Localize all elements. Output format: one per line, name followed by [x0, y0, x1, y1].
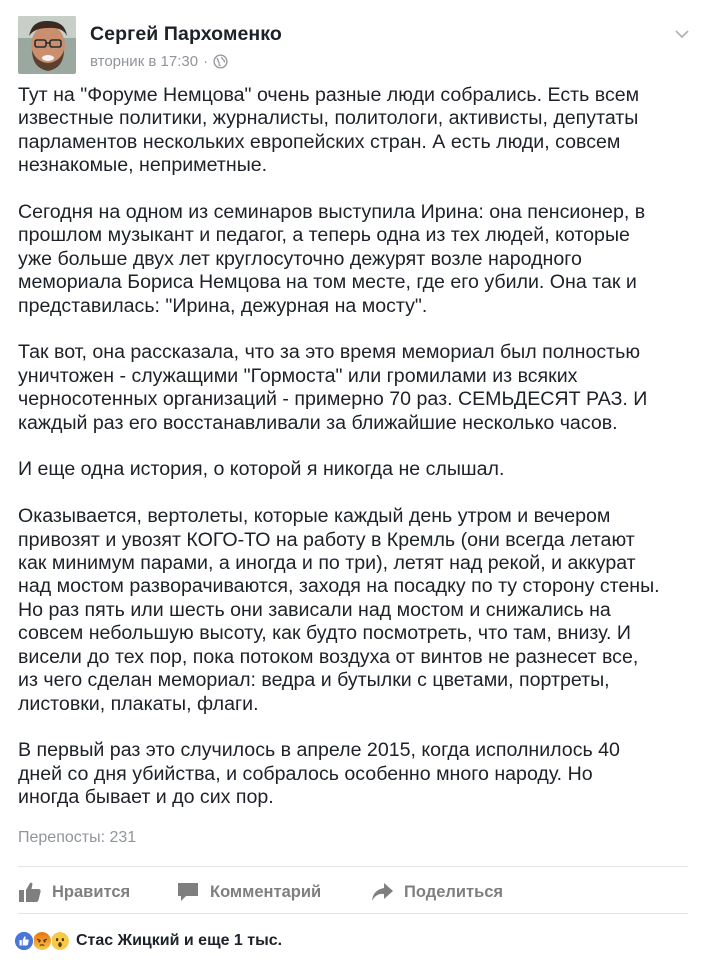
reaction-icons [14, 929, 76, 953]
thumbs-up-icon [18, 881, 42, 903]
avatar-photo [18, 16, 76, 74]
globe-icon[interactable] [213, 54, 228, 69]
author-avatar[interactable] [18, 16, 76, 74]
divider-bottom [18, 913, 688, 914]
comment-icon [176, 881, 200, 903]
post-meta [90, 53, 228, 70]
author-name[interactable]: Сергей Пархоменко [90, 23, 282, 45]
post-paragraph-4: И еще одна история, о которой я никогда не слышал. [18, 458, 505, 481]
chevron-down-icon[interactable] [674, 28, 690, 40]
post-paragraph-5: Оказывается, вертолеты, которые каждый день утром и вечером привозят и увозят КОГО-ТО на работу в Кремль (они всегда летают как минимум парами, а иногда и по три), летят над рекой, и аккурат над мостом разворачиваются, заходя на посадку по ту сторону стены. Но раз пять или шесть они зависали над мостом и снижались на совсем небольшую высоту, как будто посмотреть, что там, внизу. И висели до тех пор, пока потоком воздуха от винтов не разнесет все, из чего сделан мемориал: ведра и бутылки с цветами, портреты, листовки, плакаты, флаги. [18, 505, 660, 715]
divider-top [18, 866, 688, 867]
share-label: Поделиться [404, 882, 504, 901]
shares-count[interactable]: Перепосты: 231 [18, 829, 137, 846]
comment-label: Комментарий [210, 882, 322, 901]
share-button[interactable] [370, 872, 503, 912]
post-paragraph-6: В первый раз это случилось в апреле 2015, когда исполнилось 40 дней со дня убийства, и собралось особенно много народу. Но иногда бывает и до сих пор. [18, 739, 620, 809]
angry-reaction-icon [32, 931, 52, 951]
post-body [18, 84, 698, 833]
post-timestamp[interactable]: вторник в 17:30 [90, 53, 199, 70]
like-label: Нравится [52, 882, 131, 901]
like-button[interactable] [18, 872, 130, 912]
comment-button[interactable] [176, 872, 321, 912]
post-paragraph-3: Так вот, она рассказала, что за это время мемориал был полностью уничтожен - служащими "Гормоста" или громилами из всяких черносотенных организаций - примерно 70 раз. СЕМЬДЕСЯТ РАЗ. И каждый раз его восстанавливали за ближайшие несколько часов. [18, 341, 648, 434]
action-bar [0, 872, 706, 912]
post-paragraph-1: Тут на "Форуме Немцова" очень разные люди собрались. Есть всем известные политики, журналисты, политологи, активисты, депутаты парламентов нескольких европейских стран. А есть люди, совсем незнакомые, неприметные. [18, 84, 640, 177]
meta-separator: · [203, 53, 209, 70]
reactions-summary[interactable] [14, 928, 282, 954]
reactions-names[interactable]: Стас Жицкий и еще 1 тыс. [76, 932, 283, 949]
share-arrow-icon [370, 881, 394, 903]
post-header [0, 0, 706, 86]
wow-reaction-icon [50, 931, 70, 951]
like-reaction-icon [14, 931, 34, 951]
post-paragraph-2: Сегодня на одном из семинаров выступила Ирина: она пенсионер, в прошлом музыкант и педагог, а теперь одна из тех людей, которые уже больше двух лет круглосуточно дежурят возле народного мемориала Бориса Немцова на том месте, где его убили. Она так и представилась: "Ирина, дежурная на мосту". [18, 201, 646, 317]
